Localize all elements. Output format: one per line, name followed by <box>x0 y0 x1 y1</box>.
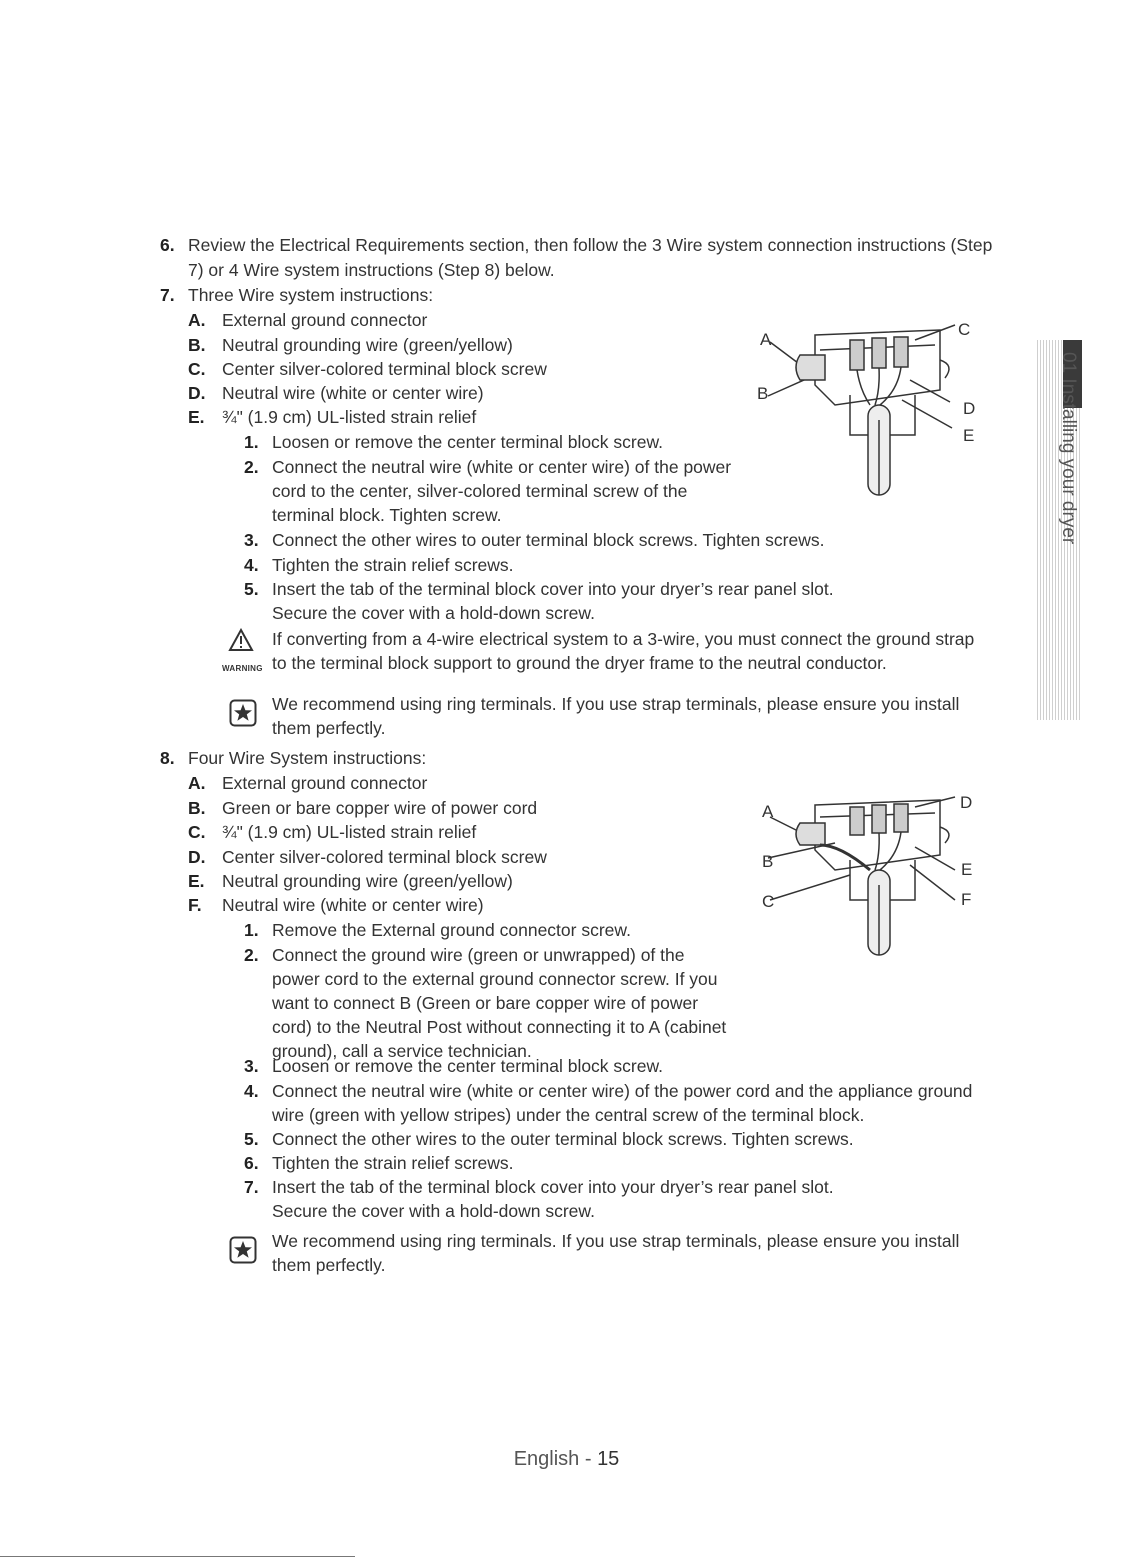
item-letter: A. <box>188 773 206 793</box>
item-letter: E. <box>188 871 205 891</box>
substep-number: 2. <box>244 945 259 965</box>
note-line: them perfectly. <box>272 1255 386 1275</box>
substep-number: 6. <box>244 1153 259 1173</box>
substep-text: Connect the neutral wire (white or center wire) of the power <box>272 457 732 477</box>
substep-number: 4. <box>244 1081 259 1101</box>
diagram-label: D <box>963 399 976 418</box>
substep-number: 4. <box>244 555 259 575</box>
step-number: 7. <box>160 285 175 305</box>
item-letter: C. <box>188 359 206 379</box>
page-footer <box>0 1447 1133 1472</box>
diagram-label: B <box>762 852 774 871</box>
substep-text: Tighten the strain relief screws. <box>272 1153 514 1173</box>
item-letter: D. <box>188 383 206 403</box>
substep-text: Connect the neutral wire (white or center wire) of the power cord and the appliance ground <box>272 1081 973 1101</box>
substep-text: Secure the cover with a hold-down screw. <box>272 603 595 623</box>
substep-text: Tighten the strain relief screws. <box>272 555 514 575</box>
substep-text: cord) to the Neutral Post without connecting it to A (cabinet <box>272 1017 727 1037</box>
note-line: them perfectly. <box>272 718 386 738</box>
item-letter: F. <box>188 895 202 915</box>
item-text: Center silver-colored terminal block screw <box>222 359 547 379</box>
item-text: ¾" (1.9 cm) UL-listed strain relief <box>222 822 477 842</box>
substep-text: terminal block. Tighten screw. <box>272 505 502 525</box>
item-text: External ground connector <box>222 310 428 330</box>
step-title: Three Wire system instructions: <box>188 285 434 305</box>
diagram-label: B <box>757 384 769 403</box>
substep-number: 3. <box>244 530 259 550</box>
warning-line: to the terminal block support to ground the dryer frame to the neutral conductor. <box>272 653 887 673</box>
item-text: Green or bare copper wire of power cord <box>222 798 538 818</box>
warning-icon <box>228 628 254 652</box>
substep-number: 5. <box>244 1129 259 1149</box>
diagram-label: A <box>760 330 772 349</box>
step-text-line: Review the Electrical Requirements section, then follow the 3 Wire system connection instructions (Step <box>188 235 993 255</box>
substep-number: 3. <box>244 1056 259 1076</box>
substep-text: power cord to the external ground connector screw. If you <box>272 969 718 989</box>
step-number: 8. <box>160 748 175 768</box>
warning-label: WARNING <box>222 664 263 673</box>
diagram-label: D <box>960 793 973 812</box>
step-text-line: 7) or 4 Wire system instructions (Step 8) below. <box>188 260 555 280</box>
step-title: Four Wire System instructions: <box>188 748 427 768</box>
substep-number: 7. <box>244 1177 259 1197</box>
warning-line: If converting from a 4-wire electrical system to a 3-wire, you must connect the ground strap <box>272 629 975 649</box>
item-letter: D. <box>188 847 206 867</box>
substep-text: cord to the center, silver-colored terminal screw of the <box>272 481 688 501</box>
item-letter: B. <box>188 798 206 818</box>
diagram-label: C <box>762 892 775 911</box>
item-text: ¾" (1.9 cm) UL-listed strain relief <box>222 407 477 427</box>
bottom-rule <box>0 1556 355 1557</box>
item-text: Neutral wire (white or center wire) <box>222 383 484 403</box>
item-letter: E. <box>188 407 205 427</box>
substep-text: Secure the cover with a hold-down screw. <box>272 1201 595 1221</box>
substep-text: Connect the other wires to the outer terminal block screws. Tighten screws. <box>272 1129 854 1149</box>
substep-number: 1. <box>244 920 259 940</box>
substep-text: Connect the ground wire (green or unwrapped) of the <box>272 945 685 965</box>
diagram-label: E <box>961 860 973 879</box>
chapter-tab-label: 01 Installing your dryer <box>1058 352 1079 545</box>
item-text: External ground connector <box>222 773 428 793</box>
substep-text: Loosen or remove the center terminal block screw. <box>272 432 664 452</box>
page-number: 15 <box>597 1448 620 1470</box>
item-text: Neutral grounding wire (green/yellow) <box>222 871 513 891</box>
item-letter: C. <box>188 822 206 842</box>
diagram-label: E <box>963 426 975 445</box>
substep-number: 2. <box>244 457 259 477</box>
item-text: Neutral wire (white or center wire) <box>222 895 484 915</box>
item-text: Center silver-colored terminal block screw <box>222 847 547 867</box>
diagram-label: C <box>958 320 971 339</box>
note-line: We recommend using ring terminals. If you use strap terminals, please ensure you install <box>272 1231 960 1251</box>
substep-text: Insert the tab of the terminal block cover into your dryer’s rear panel slot. <box>272 1177 834 1197</box>
substep-text: want to connect B (Green or bare copper wire of power <box>272 993 699 1013</box>
note-line: We recommend using ring terminals. If you use strap terminals, please ensure you install <box>272 694 960 714</box>
substep-text: Connect the other wires to outer terminal block screws. Tighten screws. <box>272 530 825 550</box>
substep-number: 5. <box>244 579 259 599</box>
diagram-label: A <box>762 802 774 821</box>
substep-text: Remove the External ground connector screw. <box>272 920 631 940</box>
substep-text: Insert the tab of the terminal block cover into your dryer’s rear panel slot. <box>272 579 834 599</box>
note-star-icon <box>229 699 257 727</box>
item-text: Neutral grounding wire (green/yellow) <box>222 335 513 355</box>
note-star-icon <box>229 1236 257 1264</box>
substep-text: wire (green with yellow stripes) under the central screw of the terminal block. <box>272 1105 865 1125</box>
item-letter: B. <box>188 335 206 355</box>
step-number: 6. <box>160 235 175 255</box>
substep-number: 1. <box>244 432 259 452</box>
substep-text: Loosen or remove the center terminal block screw. <box>272 1056 664 1076</box>
item-letter: A. <box>188 310 206 330</box>
diagram-label: F <box>961 890 972 909</box>
substep-text: ground), call a service technician. <box>272 1041 532 1061</box>
footer-language: English - <box>513 1448 598 1470</box>
